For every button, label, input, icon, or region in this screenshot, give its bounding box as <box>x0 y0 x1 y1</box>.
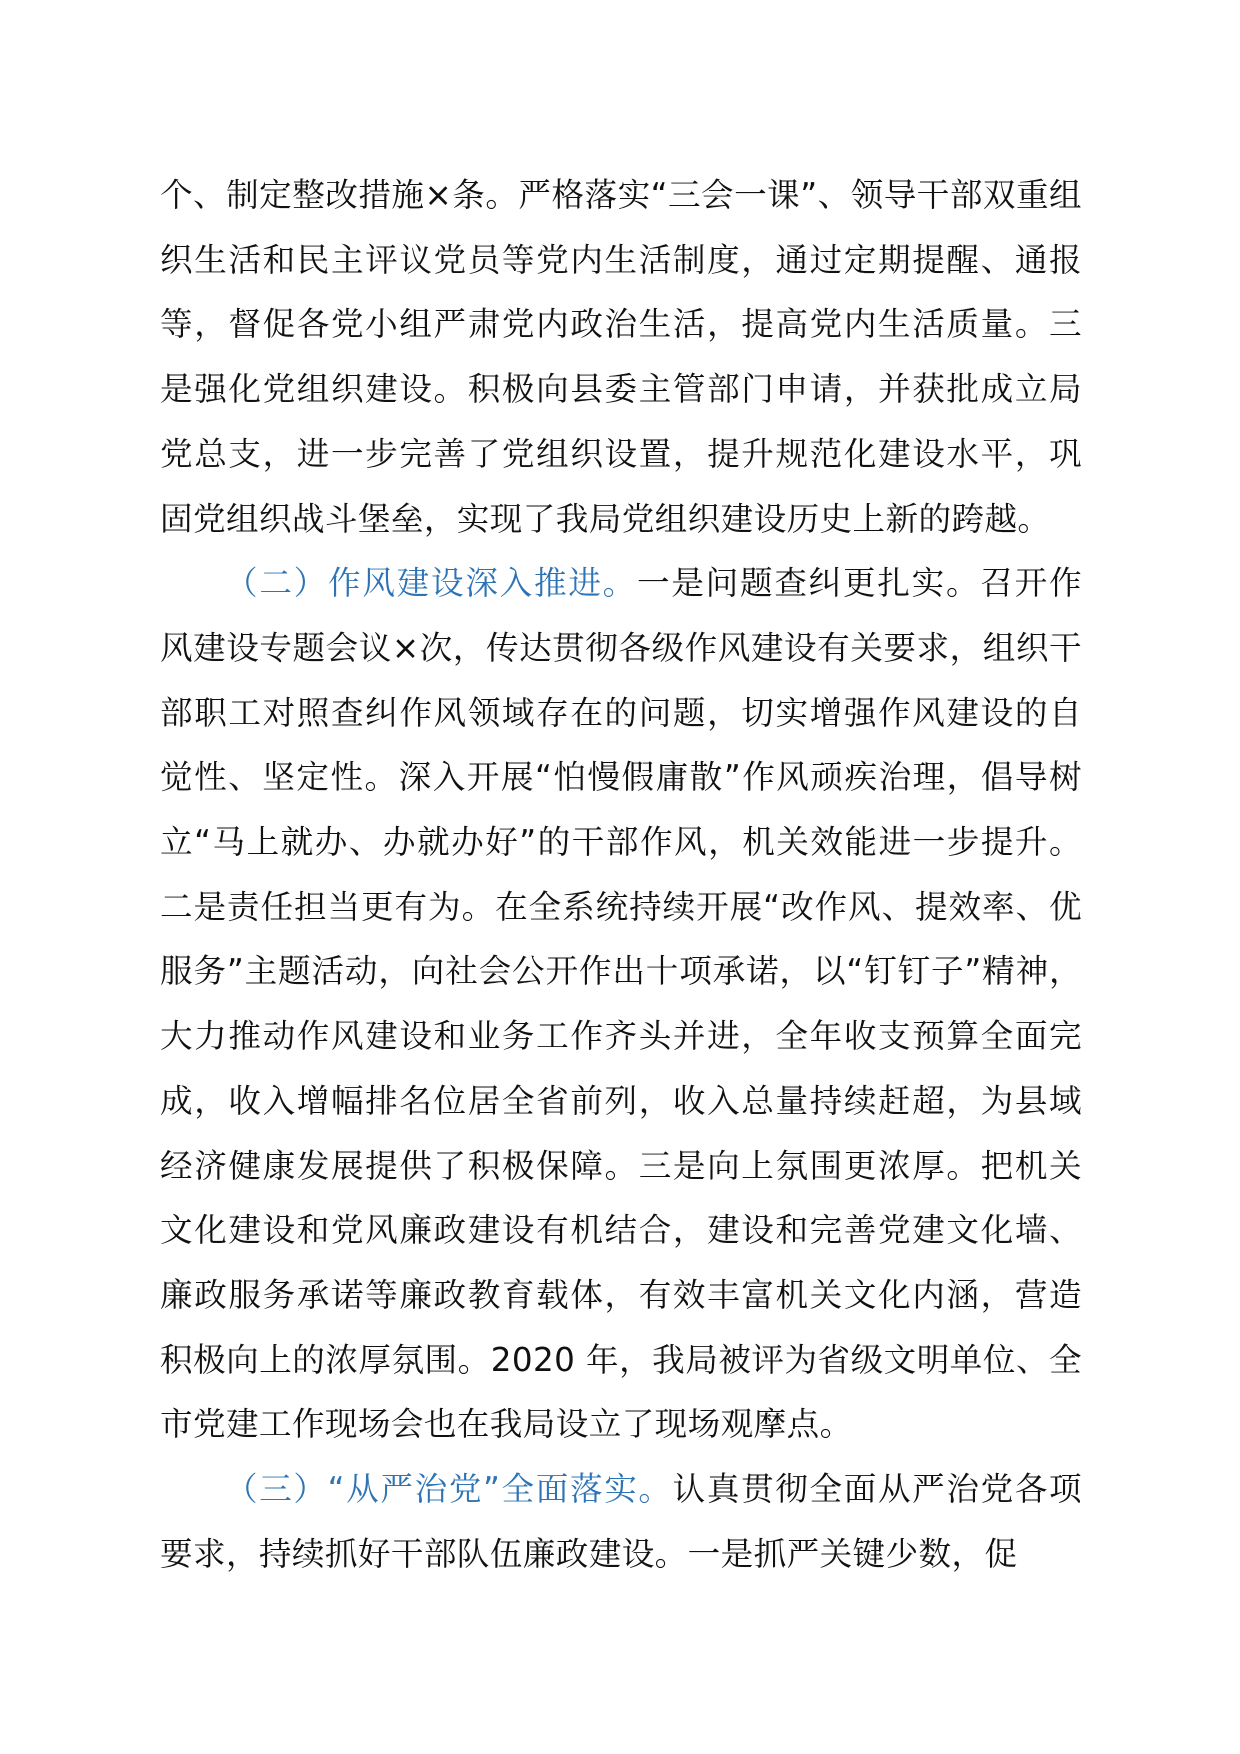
paragraph-3 <box>160 1457 1082 1586</box>
paragraph-3-body: 认真贯彻全面从严治党各项要求，持续抓好干部队伍廉政建设。一是抓严关键少数，促 <box>160 1470 1082 1573</box>
document-body <box>160 163 1082 1586</box>
section-heading-3: （三）“从严治党”全面落实。 <box>225 1470 673 1509</box>
paragraph-1-body: 个、制定整改措施×条。严格落实“三会一课”、领导干部双重组织生活和民主评议党员等党内生活制度，通过定期提醒、通报等，督促各党小组严肃党内政治生活，提高党内生活质量。三是强化党组织建设。积极向县委主管部门申请，并获批成立局党总支，进一步完善了党组织设置，提升规范化建设水平，巩固党组织战斗堡垒，实现了我局党组织建设历史上新的跨越。 <box>160 176 1082 538</box>
paragraph-2-body: 一是问题查纠更扎实。召开作风建设专题会议×次，传达贯彻各级作风建设有关要求，组织干部职工对照查纠作风领域存在的问题，切实增强作风建设的自觉性、坚定性。深入开展“怕慢假庸散”作风顽疾治理，倡导树立“马上就办、办就办好”的干部作风，机关效能进一步提升。二是责任担当更有为。在全系统持续开展“改作风、提效率、优服务”主题活动，向社会公开作出十项承诺，以“钉钉子”精神，大力推动作风建设和业务工作齐头并进，全年收支预算全面完成，收入增幅排名位居全省前列，收入总量持续赶超，为县域经济健康发展提供了积极保障。三是向上氛围更浓厚。把机关文化建设和党风廉政建设有机结合，建设和完善党建文化墙、廉政服务承诺等廉政教育载体，有效丰富机关文化内涵，营造积极向上的浓厚氛围。2020 年，我局被评为省级文明单位、全市党建工作现场会也在我局设立了现场观摩点。 <box>160 564 1082 1444</box>
section-heading-2: （二）作风建设深入推进。 <box>225 564 638 603</box>
paragraph-1 <box>160 163 1082 551</box>
paragraph-2 <box>160 551 1082 1457</box>
